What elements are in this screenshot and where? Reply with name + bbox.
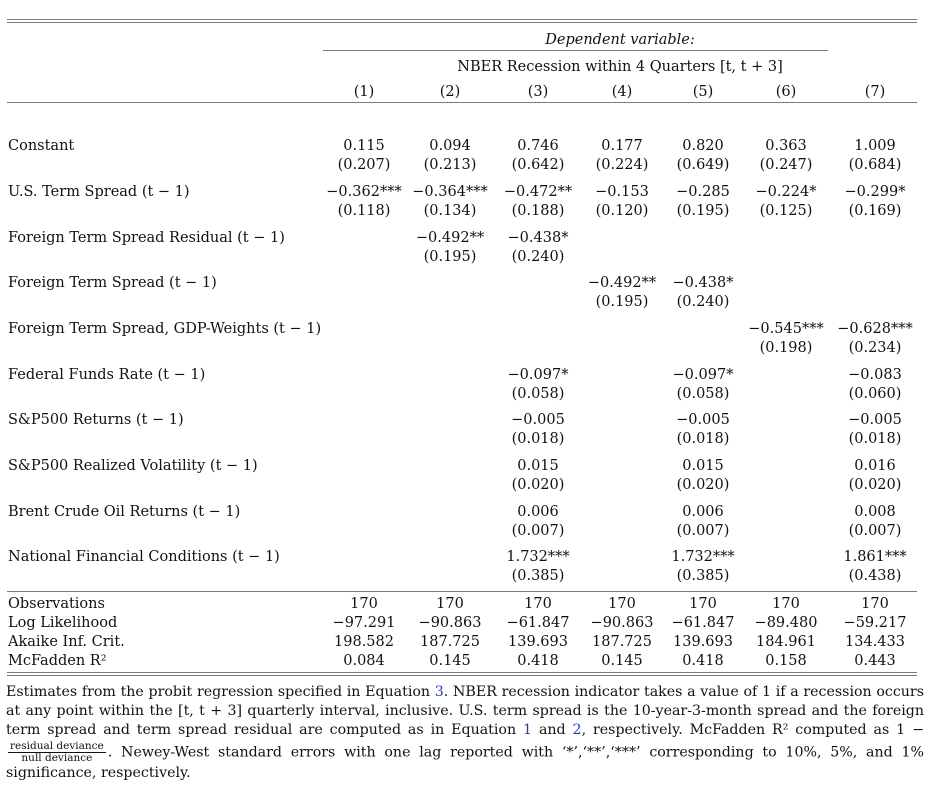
- dependent-variable-caption: Dependent variable:: [545, 32, 695, 48]
- standard-error: (0.007): [511, 523, 565, 539]
- standard-error: (0.438): [848, 568, 902, 584]
- stat-value: −97.291: [332, 615, 396, 631]
- column-header: (5): [692, 84, 714, 100]
- standard-error: (0.018): [848, 431, 902, 447]
- standard-error: (0.649): [676, 157, 730, 173]
- standard-error: (0.060): [848, 386, 902, 402]
- coefficient-estimate: 0.177: [601, 138, 643, 154]
- fraction-numerator: residual deviance: [10, 739, 104, 752]
- standard-error: (0.007): [848, 523, 902, 539]
- stat-value: −90.863: [590, 615, 654, 631]
- standard-error: (0.018): [511, 431, 565, 447]
- coefficient-estimate: 1.009: [854, 138, 896, 154]
- stat-value: 170: [772, 596, 800, 612]
- coefficient-estimate: 0.015: [682, 458, 724, 474]
- stat-value: −90.863: [418, 615, 482, 631]
- standard-error: (0.058): [676, 386, 730, 402]
- note-part-4: , respectively. McFadden R² computed as 1 −: [581, 722, 924, 739]
- coefficient-estimate: −0.492**: [415, 230, 485, 246]
- equation-2-link[interactable]: 2: [572, 722, 582, 739]
- coefficient-estimate: −0.005: [848, 412, 902, 428]
- coefficient-estimate: −0.492**: [587, 275, 657, 291]
- coefficient-estimate: −0.362***: [326, 184, 402, 200]
- standard-error: (0.125): [759, 203, 813, 219]
- stat-value: 184.961: [756, 634, 816, 650]
- coefficient-estimate: 0.015: [517, 458, 559, 474]
- coefficient-estimate: −0.005: [511, 412, 565, 428]
- row-label: U.S. Term Spread (t − 1): [8, 184, 190, 200]
- top-rule-2: [7, 22, 917, 23]
- standard-error: (0.195): [595, 294, 649, 310]
- coefficient-estimate: −0.097*: [672, 367, 734, 383]
- coefficient-estimate: −0.285: [676, 184, 730, 200]
- standard-error: (0.058): [511, 386, 565, 402]
- coefficient-estimate: 0.008: [854, 504, 896, 520]
- standard-error: (0.007): [676, 523, 730, 539]
- standard-error: (0.247): [759, 157, 813, 173]
- coefficient-estimate: −0.545***: [748, 321, 824, 337]
- standard-error: (0.385): [676, 568, 730, 584]
- standard-error: (0.120): [595, 203, 649, 219]
- stat-value: 187.725: [592, 634, 652, 650]
- coefficient-estimate: 0.115: [343, 138, 385, 154]
- stat-value: 170: [436, 596, 464, 612]
- stat-value: 139.693: [508, 634, 568, 650]
- stat-label: McFadden R²: [8, 653, 107, 669]
- standard-error: (0.020): [511, 477, 565, 493]
- stat-value: −61.847: [506, 615, 570, 631]
- stat-value: 187.725: [420, 634, 480, 650]
- stat-label: Log Likelihood: [8, 615, 118, 631]
- stat-value: −59.217: [843, 615, 907, 631]
- stat-value: 0.084: [343, 653, 385, 669]
- bottom-rule-1: [7, 672, 917, 673]
- coefficient-estimate: −0.364***: [412, 184, 488, 200]
- standard-error: (0.118): [337, 203, 391, 219]
- stat-value: 0.158: [765, 653, 807, 669]
- row-label: Foreign Term Spread (t − 1): [8, 275, 217, 291]
- standard-error: (0.684): [848, 157, 902, 173]
- coefficient-estimate: −0.472**: [503, 184, 573, 200]
- row-label: S&P500 Returns (t − 1): [8, 412, 184, 428]
- coefficient-estimate: 0.006: [682, 504, 724, 520]
- header-rule: [7, 102, 917, 103]
- stat-value: 170: [350, 596, 378, 612]
- note-part-1: Estimates from the probit regression specified in Equation: [6, 684, 435, 700]
- row-label: Constant: [8, 138, 75, 154]
- stat-value: 0.418: [517, 653, 559, 669]
- note-part-5: . Newey-West standard errors with one lag reported with ‘*’,‘**’,‘***’ corresponding to 10%, 5%, and 1% significance, respectively.: [6, 744, 924, 781]
- standard-error: (0.385): [511, 568, 565, 584]
- stat-label: Observations: [8, 596, 105, 612]
- standard-error: (0.020): [848, 477, 902, 493]
- stat-value: 170: [689, 596, 717, 612]
- coefficient-estimate: 1.861***: [843, 549, 907, 565]
- row-label: Federal Funds Rate (t − 1): [8, 367, 206, 383]
- coefficient-estimate: −0.628***: [837, 321, 913, 337]
- coefficient-estimate: 0.820: [682, 138, 724, 154]
- stat-value: −61.847: [671, 615, 735, 631]
- coefficient-estimate: −0.153: [595, 184, 649, 200]
- standard-error: (0.240): [676, 294, 730, 310]
- coefficient-estimate: −0.299*: [844, 184, 906, 200]
- dependent-variable-name: NBER Recession within 4 Quarters [t, t + 3]: [457, 59, 783, 75]
- standard-error: (0.642): [511, 157, 565, 173]
- coefficient-estimate: −0.438*: [507, 230, 569, 246]
- coefficient-estimate: 0.363: [765, 138, 807, 154]
- standard-error: (0.169): [848, 203, 902, 219]
- dep-var-underline: [323, 50, 828, 51]
- stat-value: 0.145: [601, 653, 643, 669]
- standard-error: (0.207): [337, 157, 391, 173]
- row-label: Foreign Term Spread, GDP-Weights (t − 1): [8, 321, 322, 337]
- stat-value: 139.693: [673, 634, 733, 650]
- stats-rule: [7, 591, 917, 592]
- column-header: (1): [353, 84, 375, 100]
- column-header: (4): [611, 84, 633, 100]
- standard-error: (0.020): [676, 477, 730, 493]
- stat-value: 170: [861, 596, 889, 612]
- stat-value: 170: [608, 596, 636, 612]
- row-label: S&P500 Realized Volatility (t − 1): [8, 458, 258, 474]
- stat-value: −89.480: [754, 615, 818, 631]
- row-label: Foreign Term Spread Residual (t − 1): [8, 230, 285, 246]
- coefficient-estimate: 0.094: [429, 138, 471, 154]
- coefficient-estimate: −0.097*: [507, 367, 569, 383]
- stat-value: 0.418: [682, 653, 724, 669]
- standard-error: (0.188): [511, 203, 565, 219]
- standard-error: (0.213): [423, 157, 477, 173]
- column-header: (7): [864, 84, 886, 100]
- row-label: National Financial Conditions (t − 1): [8, 549, 280, 565]
- standard-error: (0.195): [676, 203, 730, 219]
- stat-value: 134.433: [845, 634, 905, 650]
- coefficient-estimate: 0.016: [854, 458, 896, 474]
- standard-error: (0.198): [759, 340, 813, 356]
- coefficient-estimate: −0.224*: [755, 184, 817, 200]
- coefficient-estimate: 1.732***: [506, 549, 570, 565]
- column-header: (6): [775, 84, 797, 100]
- standard-error: (0.240): [511, 249, 565, 265]
- stat-value: 0.145: [429, 653, 471, 669]
- standard-error: (0.195): [423, 249, 477, 265]
- row-label: Brent Crude Oil Returns (t − 1): [8, 504, 241, 520]
- standard-error: (0.134): [423, 203, 477, 219]
- stat-label: Akaike Inf. Crit.: [8, 634, 125, 650]
- standard-error: (0.224): [595, 157, 649, 173]
- stat-value: 198.582: [334, 634, 394, 650]
- column-header: (2): [439, 84, 461, 100]
- coefficient-estimate: −0.438*: [672, 275, 734, 291]
- coefficient-estimate: 0.006: [517, 504, 559, 520]
- note-part-3: and: [532, 722, 573, 739]
- deviance-fraction: [8, 741, 106, 764]
- standard-error: (0.018): [676, 431, 730, 447]
- top-rule-1: [7, 19, 917, 20]
- table-note: [6, 683, 924, 783]
- coefficient-estimate: −0.083: [848, 367, 902, 383]
- equation-3-link[interactable]: 3: [434, 684, 444, 700]
- column-header: (3): [527, 84, 549, 100]
- coefficient-estimate: 1.732***: [671, 549, 735, 565]
- coefficient-estimate: 0.746: [517, 138, 559, 154]
- coefficient-estimate: −0.005: [676, 412, 730, 428]
- fraction-denominator: null deviance: [21, 751, 93, 764]
- equation-1-link[interactable]: 1: [523, 722, 533, 739]
- stat-value: 170: [524, 596, 552, 612]
- bottom-rule-2: [7, 675, 917, 676]
- stat-value: 0.443: [854, 653, 896, 669]
- note-part-2: . NBER recession indicator takes a value of 1 if a recession occurs at any point within the [t, t + 3] quarterly interval, inclusive. U.S. term spread is the 10-year-3-month spread and the foreign term spread and term spread residual are computed as in Equation: [6, 684, 924, 739]
- standard-error: (0.234): [848, 340, 902, 356]
